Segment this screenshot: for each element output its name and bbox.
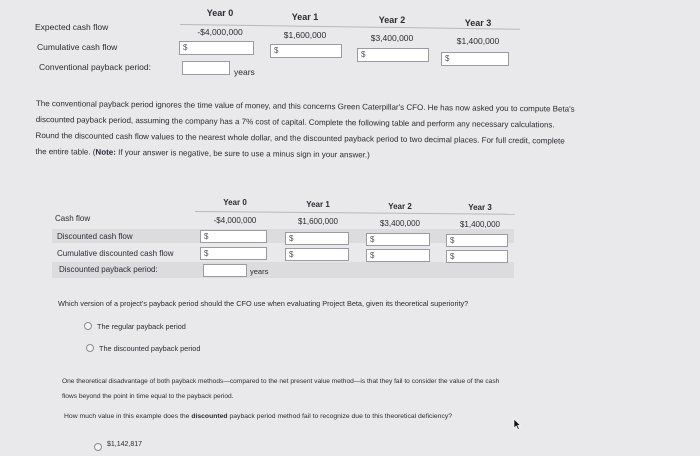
t1-label-cumulative: Cumulative cash flow bbox=[37, 42, 118, 52]
option-discounted-label[interactable]: The discounted payback period bbox=[99, 344, 201, 353]
t2-label-payback: Discounted payback period: bbox=[59, 265, 158, 274]
currency-symbol: $ bbox=[370, 235, 375, 244]
t1-payback-input[interactable] bbox=[182, 61, 230, 75]
t2-header-year2: Year 2 bbox=[388, 202, 412, 211]
instructions-line-1: The conventional payback period ignores the time value of money, and this concerns Green Caterpillar's CFO. He has now asked you to compute Beta's bbox=[35, 98, 575, 114]
t1-header-year1: Year 1 bbox=[291, 12, 319, 22]
t1-header-year0: Year 0 bbox=[206, 8, 234, 18]
t2-cashflow-year2: $3,400,000 bbox=[379, 219, 421, 228]
t1-payback-unit: years bbox=[234, 67, 255, 77]
mouse-cursor-icon bbox=[513, 418, 521, 430]
currency-symbol: $ bbox=[450, 236, 455, 245]
t1-cumulative-year2-input[interactable] bbox=[357, 48, 429, 62]
option-regular-label[interactable]: The regular payback period bbox=[97, 322, 186, 331]
t2-cashflow-year1: $1,600,000 bbox=[297, 217, 339, 226]
t2-label-cash-flow: Cash flow bbox=[55, 214, 91, 223]
t1-cashflow-year2: $3,400,000 bbox=[370, 33, 414, 43]
currency-symbol: $ bbox=[289, 250, 294, 259]
t1-label-payback: Conventional payback period: bbox=[39, 62, 151, 72]
t1-cashflow-year1: $1,600,000 bbox=[283, 30, 327, 40]
note-text: If your answer is negative, be sure to use a minus sign in your answer.) bbox=[115, 147, 370, 160]
t2-cashflow-year0: -$4,000,000 bbox=[213, 216, 257, 225]
t2-cumulative-year3-input[interactable] bbox=[446, 250, 508, 263]
disadvantage-line-2: flows beyond the point in time equal to the payback period. bbox=[62, 393, 234, 400]
currency-symbol: $ bbox=[289, 234, 294, 243]
option-1142817-label[interactable]: $1,142,817 bbox=[107, 441, 143, 448]
t1-cumulative-year0-input[interactable] bbox=[179, 41, 254, 55]
currency-symbol: $ bbox=[445, 54, 450, 63]
question2-text-end: payback period method fail to recognize due to this theoretical deficiency? bbox=[227, 413, 453, 420]
question2-text-bold: discounted bbox=[191, 413, 228, 420]
currency-symbol: $ bbox=[204, 249, 209, 258]
t2-cumulative-year1-input[interactable] bbox=[285, 248, 349, 261]
currency-symbol: $ bbox=[204, 232, 209, 241]
t2-label-discounted: Discounted cash flow bbox=[57, 232, 133, 241]
note-prefix: the entire table. ( bbox=[35, 146, 96, 157]
t2-cumulative-year2-input[interactable] bbox=[366, 249, 430, 262]
note-label: Note: bbox=[95, 147, 116, 157]
t2-cashflow-year3: $1,400,000 bbox=[459, 220, 501, 229]
t1-header-year3: Year 3 bbox=[464, 18, 492, 28]
instructions-paragraph bbox=[35, 96, 676, 167]
disadvantage-line-1: One theoretical disadvantage of both payback methods—compared to the net present value method—is that they fail to consider the value of the cash bbox=[62, 378, 500, 385]
question2-text-start: How much value in this example does the bbox=[64, 413, 192, 420]
option-discounted-radio[interactable] bbox=[86, 344, 94, 352]
instructions-line-2: discounted payback period, assuming the company has a 7% cost of capital. Complete the following table and perform any necessary calculations. bbox=[35, 114, 555, 130]
t1-cashflow-year0: -$4,000,000 bbox=[197, 27, 243, 37]
currency-symbol: $ bbox=[361, 50, 366, 59]
t2-header-year1: Year 1 bbox=[306, 200, 330, 209]
t2-discounted-year1-input[interactable] bbox=[285, 232, 349, 245]
question1-text: Which version of a project's payback period should the CFO use when evaluating Project Beta, given its theoretical superiority? bbox=[58, 299, 469, 308]
t1-cumulative-year1-input[interactable] bbox=[270, 44, 342, 58]
t2-header-year0: Year 0 bbox=[223, 198, 247, 207]
currency-symbol: $ bbox=[370, 251, 375, 260]
t1-header-year2: Year 2 bbox=[378, 15, 406, 25]
t1-label-cash-flow: Expected cash flow bbox=[35, 22, 109, 32]
t2-payback-unit: years bbox=[250, 267, 269, 276]
t2-cumulative-year0-input[interactable] bbox=[200, 247, 267, 260]
t2-header-year3: Year 3 bbox=[468, 203, 492, 212]
t1-cumulative-year3-input[interactable] bbox=[441, 52, 509, 66]
option-1142817-radio[interactable] bbox=[94, 443, 102, 451]
disadvantage-paragraph bbox=[62, 374, 682, 404]
currency-symbol: $ bbox=[450, 252, 455, 261]
t1-cashflow-year3: $1,400,000 bbox=[456, 36, 500, 46]
currency-symbol: $ bbox=[183, 43, 188, 52]
t2-discounted-year3-input[interactable] bbox=[446, 234, 508, 247]
t2-discounted-year2-input[interactable] bbox=[366, 233, 430, 246]
t2-payback-input[interactable] bbox=[203, 264, 247, 277]
t2-label-cumulative: Cumulative discounted cash flow bbox=[57, 249, 174, 258]
currency-symbol: $ bbox=[274, 46, 279, 55]
question2-text bbox=[64, 413, 684, 420]
instructions-line-3: Round the discounted cash flow values to the nearest whole dollar, and the discounted payback period to two decimal places. For full credit, complete bbox=[35, 130, 565, 146]
option-regular-radio[interactable] bbox=[84, 322, 92, 330]
t2-discounted-year0-input[interactable] bbox=[200, 230, 267, 243]
